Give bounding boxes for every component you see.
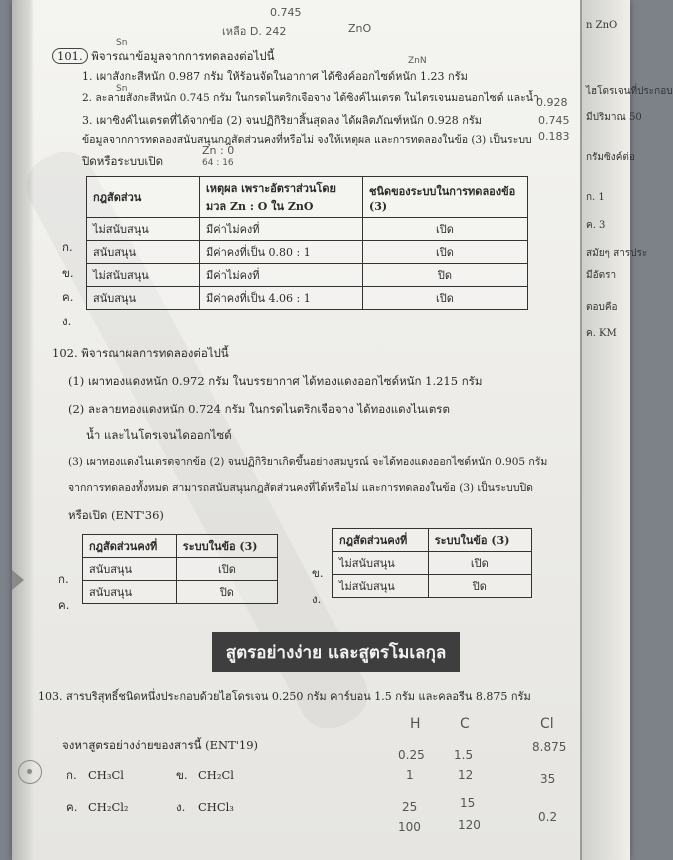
choice-label: ข. <box>176 768 188 782</box>
choice-label: ก. <box>66 768 77 782</box>
handwriting-note: Sn <box>116 38 128 48</box>
adjacent-page-text: กรัมซิงค์ต่อ <box>586 152 635 163</box>
handwriting-note: 25 <box>402 800 418 814</box>
handwriting-note: Zn : 0 <box>202 144 235 157</box>
handwriting-note: 64 : 16 <box>202 158 234 168</box>
table-cell: ไม่สนับสนุน <box>333 552 429 575</box>
choice-formula: CHCl₃ <box>198 800 234 814</box>
table-row <box>333 552 532 575</box>
adjacent-page-text: n ZnO <box>586 20 618 31</box>
q101-step-2: 2. ละลายสังกะสีหนัก 0.745 กรัม ในกรดไนตริกเจือจาง ได้ซิงค์ไนเตรต ในไตรเจนมอนอกไซด์ และน้ำ <box>82 92 539 104</box>
handwriting-note: C <box>460 716 470 732</box>
q103-text <box>38 690 531 704</box>
table-row <box>87 218 528 241</box>
table-cell: ไม่สนับสนุน <box>333 575 429 598</box>
handwriting-note: 0.745 <box>538 114 570 127</box>
handwriting-note: 35 <box>540 772 556 786</box>
handwriting-note: 12 <box>458 768 474 782</box>
table-cell: เปิด <box>363 218 528 241</box>
handwriting-note: 0.745 <box>270 6 302 19</box>
question-text: พิจารณาข้อมูลจากการทดลองต่อไปนี้ <box>91 49 275 63</box>
question-number: 101. <box>52 48 88 64</box>
table-cell: ปิด <box>428 575 531 598</box>
q102-step-2-cont: น้ำ และไนโตรเจนไดออกไซด์ <box>86 428 232 442</box>
choice-label: ค. <box>62 290 74 304</box>
choice-label: ง. <box>62 314 72 328</box>
table-cell: มีค่าคงที่เป็น 0.80 : 1 <box>200 241 363 264</box>
q102-intro <box>52 346 229 360</box>
choice-formula: CH₂Cl <box>198 768 234 782</box>
triangle-icon <box>12 570 24 590</box>
table-cell: เปิด <box>363 287 528 310</box>
table-header: กฎสัดส่วน <box>87 177 200 218</box>
adjacent-page-text: ไฮโดรเจนที่ประกอบ <box>586 86 673 97</box>
handwriting-note: 15 <box>460 796 476 810</box>
page-gutter <box>12 0 34 860</box>
table-cell: ไม่สนับสนุน <box>87 218 200 241</box>
question-text: พิจารณาผลการทดลองต่อไปนี้ <box>81 346 229 360</box>
table-header: กฎสัดส่วนคงที่ <box>83 535 177 558</box>
handwriting-note: 120 <box>458 818 481 832</box>
adjacent-page-text: มีอัตรา <box>586 270 617 281</box>
choice-label: ง. <box>312 592 322 606</box>
table-cell: ปิด <box>363 264 528 287</box>
table-header: กฎสัดส่วนคงที่ <box>333 529 429 552</box>
handwriting-note: Sn <box>116 84 128 94</box>
choice-label: ข. <box>312 566 324 580</box>
table-cell: ปิด <box>176 581 277 604</box>
handwriting-note: 0.25 <box>398 748 425 762</box>
handwriting-note: 100 <box>398 820 421 834</box>
handwriting-note: H <box>410 716 421 732</box>
adjacent-page-text: มีปริมาณ 50 <box>586 112 642 123</box>
q101-step-3: 3. เผาซิงค์ไนเตรตที่ได้จากข้อ (2) จนปฏิกิริยาสิ้นสุดลง ได้ผลิตภัณฑ์หนัก 0.928 กรัม <box>82 114 483 127</box>
question-text: สารบริสุทธิ์ชนิดหนึ่งประกอบด้วยไฮโดรเจน 0.250 กรัม คาร์บอน 1.5 กรัม และคลอรีน 8.875 กรัม <box>66 690 531 703</box>
q102-right-table <box>332 528 532 598</box>
book-page <box>12 0 673 860</box>
choice-label: ง. <box>176 800 186 814</box>
table-header: ชนิดของระบบในการทดลองข้อ (3) <box>363 177 528 218</box>
section-banner: สูตรอย่างง่าย และสูตรโมเลกุล <box>212 632 460 672</box>
handwriting-note: 1 <box>406 768 414 782</box>
q101-intro <box>52 48 274 64</box>
table-header: เหตุผล เพราะอัตราส่วนโดยมวล Zn : O ใน ZnO <box>200 177 363 218</box>
handwriting-note: 0.928 <box>536 96 568 109</box>
handwriting-note: 0.2 <box>538 810 558 824</box>
q102-question: จากการทดลองทั้งหมด สามารถสนับสนุนกฎสัดส่วนคงที่ได้หรือไม่ และการทดลองในข้อ (3) เป็นระบบปิด <box>68 482 533 494</box>
table-header-row <box>83 535 278 558</box>
table-row <box>83 581 278 604</box>
q101-question: ข้อมูลจากการทดลองสนับสนุนกฎสัดส่วนคงที่หรือไม่ จงให้เหตุผล และการทดลองในข้อ (3) เป็นระบบ <box>82 134 532 146</box>
table-cell: เปิด <box>363 241 528 264</box>
table-header-row <box>87 177 528 218</box>
table-row <box>333 575 532 598</box>
table-row <box>83 558 278 581</box>
adjacent-page-text: สมัยๆ สารประ <box>586 248 648 259</box>
choice-label: ข. <box>62 266 74 280</box>
choice-label: ค. <box>66 800 78 814</box>
atom-icon <box>18 760 42 784</box>
table-cell: สนับสนุน <box>87 287 200 310</box>
table-header: ระบบในข้อ (3) <box>428 529 531 552</box>
adjacent-page-text: ค. 3 <box>586 220 606 231</box>
adjacent-page-text: ค. KM <box>586 328 617 339</box>
table-header: ระบบในข้อ (3) <box>176 535 277 558</box>
choice-formula: CH₂Cl₂ <box>88 800 129 814</box>
table-header-row <box>333 529 532 552</box>
table-cell: เปิด <box>176 558 277 581</box>
choice-label: ก. <box>62 240 73 254</box>
handwriting-note: ZnO <box>348 22 372 35</box>
q102-question-end: หรือเปิด (ENT'36) <box>68 508 164 522</box>
table-cell: เปิด <box>428 552 531 575</box>
table-cell: มีค่าไม่คงที่ <box>200 218 363 241</box>
table-row <box>87 241 528 264</box>
q102-step-3: (3) เผาทองแดงไนเตรตจากข้อ (2) จนปฏิกิริยาเกิดขึ้นอย่างสมบูรณ์ จะได้ทองแดงออกไซด์หนัก 0.905 กรัม <box>68 456 548 468</box>
q102-step-2: (2) ละลายทองแดงหนัก 0.724 กรัม ในกรดไนตริกเจือจาง ได้ทองแดงไนเตรต <box>68 402 450 416</box>
table-cell: ไม่สนับสนุน <box>87 264 200 287</box>
choice-formula: CH₃Cl <box>88 768 124 782</box>
table-cell: สนับสนุน <box>87 241 200 264</box>
question-number: 103. <box>38 690 63 703</box>
adjacent-page-text: ตอบคือ <box>586 302 618 313</box>
q101-answer-table <box>86 176 528 310</box>
table-row <box>87 287 528 310</box>
q101-step-1: 1. เผาสังกะสีหนัก 0.987 กรัม ให้ร้อนจัดในอากาศ ได้ซิงค์ออกไซด์หนัก 1.23 กรัม <box>82 70 468 83</box>
table-cell: มีค่าคงที่เป็น 4.06 : 1 <box>200 287 363 310</box>
table-cell: สนับสนุน <box>83 558 177 581</box>
adjacent-page-text: ก. 1 <box>586 192 605 203</box>
q102-step-1: (1) เผาทองแดงหนัก 0.972 กรัม ในบรรยากาศ ได้ทองแดงออกไซด์หนัก 1.215 กรัม <box>68 374 483 388</box>
question-number: 102. <box>52 346 78 360</box>
q102-left-table <box>82 534 278 604</box>
handwriting-note: Cl <box>540 716 554 732</box>
choice-label: ค. <box>58 598 70 612</box>
table-row <box>87 264 528 287</box>
q103-question: จงหาสูตรอย่างง่ายของสารนี้ (ENT'19) <box>62 738 259 752</box>
choice-label: ก. <box>58 572 69 586</box>
table-cell: มีค่าไม่คงที่ <box>200 264 363 287</box>
handwriting-note: ZnN <box>408 56 427 66</box>
handwriting-note: 0.183 <box>538 130 570 143</box>
q101-question-end: ปิดหรือระบบเปิด <box>82 154 164 168</box>
handwriting-note: 1.5 <box>454 748 474 762</box>
handwriting-note: 8.875 <box>532 740 567 754</box>
adjacent-page <box>580 0 673 860</box>
table-cell: สนับสนุน <box>83 581 177 604</box>
handwriting-note: เหลือ D. 242 <box>222 25 287 38</box>
